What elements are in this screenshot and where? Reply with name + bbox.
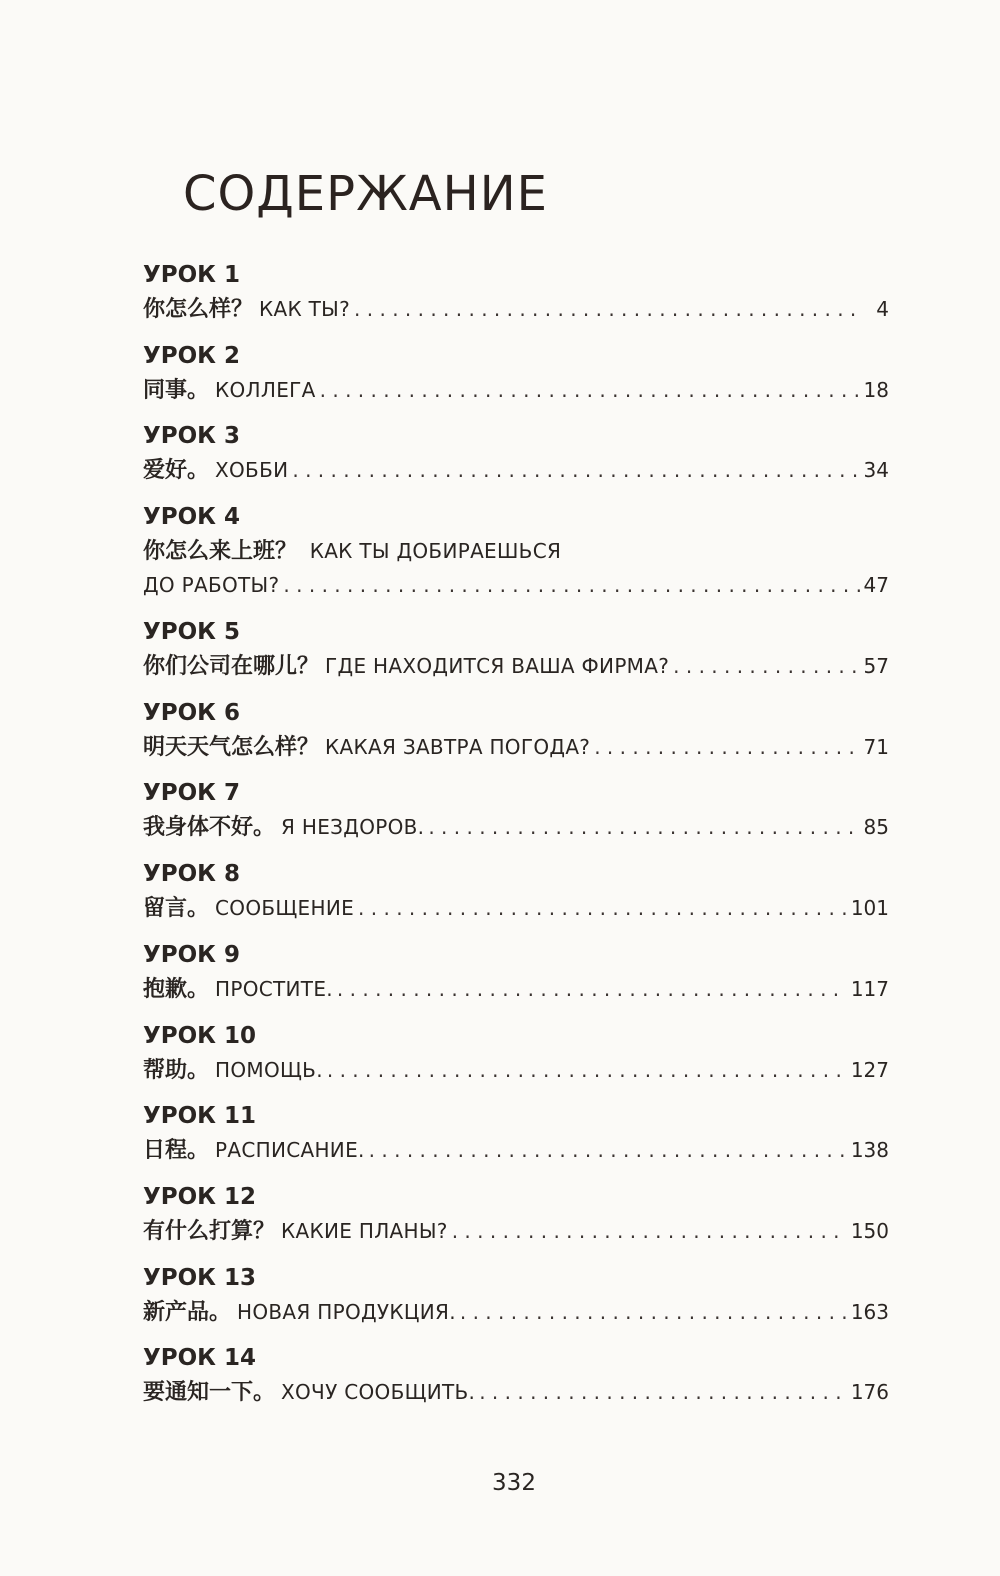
toc-line-continued [143,568,889,602]
page-ref: 71 [863,734,889,759]
page-ref: 150 [850,1218,889,1243]
toc-line [143,1295,889,1329]
page-ref: 57 [863,654,889,679]
page-ref: 138 [850,1138,889,1163]
dot-leader [673,649,859,683]
dot-leader [337,972,847,1006]
toc-entry[interactable] [143,258,889,339]
toc-entry[interactable] [143,419,889,500]
lesson-label: УРОК 2 [143,342,240,369]
russian-title: РАСПИСАНИЕ. [215,1138,365,1163]
dot-leader [479,1375,847,1409]
chinese-title: 我身体不好。 [143,815,276,841]
chinese-title: 抱歉。 [143,976,210,1002]
chinese-title: 爱好。 [143,458,210,484]
russian-title-continued: ДО РАБОТЫ? [143,573,280,598]
page-title: СОДЕРЖАНИЕ [183,166,548,222]
chinese-title: 新产品。 [143,1299,232,1325]
russian-title: КАКИЕ ПЛАНЫ? [281,1218,448,1243]
toc-line [143,373,889,407]
dot-leader [358,891,847,925]
toc-line [143,1375,889,1409]
russian-title: НОВАЯ ПРОДУКЦИЯ. [237,1299,456,1324]
russian-title: КАК ТЫ? [259,297,351,321]
dot-leader [594,730,859,764]
dot-leader [320,373,860,407]
dot-leader [369,1133,847,1167]
toc-entry[interactable] [143,1019,889,1100]
russian-title: ПОМОЩЬ. [215,1057,323,1082]
toc-entry[interactable] [143,1341,889,1422]
dot-leader [327,1053,847,1087]
page-ref: 117 [850,976,889,1001]
chinese-title: 你怎么来上班？ [143,539,298,565]
lesson-label: УРОК 9 [143,941,240,968]
toc-line [143,730,889,764]
lesson-label: УРОК 6 [143,699,240,726]
toc-line [143,810,889,844]
lesson-label: УРОК 4 [143,504,240,531]
lesson-label: УРОК 14 [143,1345,256,1372]
toc-line [143,891,889,925]
dot-leader [428,810,859,844]
chinese-title: 明天天气怎么样？ [143,734,320,760]
toc-line [143,1214,889,1248]
lesson-label: УРОК 8 [143,861,240,888]
page-ref: 101 [850,896,889,921]
page-ref: 4 [876,297,889,321]
page-ref: 47 [863,573,889,598]
russian-title: ГДЕ НАХОДИТСЯ ВАША ФИРМА? [325,654,670,679]
toc-entry[interactable] [143,339,889,420]
toc-entry[interactable] [143,1261,889,1342]
lesson-label: УРОК 13 [143,1264,256,1291]
chinese-title: 帮助。 [143,1057,210,1083]
lesson-label: УРОК 10 [143,1022,256,1049]
chinese-title: 你们公司在哪儿？ [143,654,320,680]
toc-entry[interactable] [143,776,889,857]
chinese-title: 要通知一下。 [143,1380,276,1406]
toc-line [143,649,889,683]
toc-entry[interactable] [143,696,889,777]
dot-leader [452,1214,847,1248]
toc-line [143,534,889,568]
lesson-label: УРОК 3 [143,423,240,450]
dot-leader [354,292,863,326]
dot-leader [460,1295,847,1329]
russian-title: ПРОСТИТЕ. [215,976,333,1001]
toc-line [143,972,889,1006]
toc-line [143,453,889,487]
lesson-label: УРОК 12 [143,1183,256,1210]
toc-line [143,292,889,326]
toc-entry[interactable] [143,857,889,938]
lesson-label: УРОК 11 [143,1103,256,1130]
lesson-label: УРОК 7 [143,780,240,807]
russian-title: КАК ТЫ ДОБИРАЕШЬСЯ [309,539,562,564]
russian-title: ХОЧУ СООБЩИТЬ. [281,1380,476,1405]
russian-title: КАКАЯ ЗАВТРА ПОГОДА? [325,734,591,759]
chinese-title: 有什么打算？ [143,1218,276,1244]
toc-entry[interactable] [143,1180,889,1261]
page-ref: 18 [863,377,889,402]
page-ref: 163 [850,1299,889,1324]
page-ref: 127 [850,1057,889,1082]
russian-title: СООБЩЕНИЕ [215,896,355,921]
page-number: 332 [492,1470,536,1496]
toc-entry[interactable] [143,938,889,1019]
toc-entry[interactable] [143,500,889,615]
page-ref: 85 [863,815,889,840]
table-of-contents [143,258,889,1422]
toc-line [143,1053,889,1087]
chinese-title: 日程。 [143,1138,210,1164]
toc-line [143,1133,889,1167]
dot-leader [283,568,859,602]
toc-entry[interactable] [143,1099,889,1180]
chinese-title: 同事。 [143,377,210,403]
dot-leader [292,453,859,487]
page-ref: 34 [863,458,889,483]
russian-title: Я НЕЗДОРОВ. [281,815,425,840]
toc-entry[interactable] [143,615,889,696]
russian-title: КОЛЛЕГА [215,377,316,402]
page-ref: 176 [850,1380,889,1405]
russian-title: ХОББИ [215,458,289,483]
lesson-label: УРОК 1 [143,262,240,288]
chinese-title: 你怎么样？ [143,297,254,322]
chinese-title: 留言。 [143,896,210,922]
lesson-label: УРОК 5 [143,619,240,646]
